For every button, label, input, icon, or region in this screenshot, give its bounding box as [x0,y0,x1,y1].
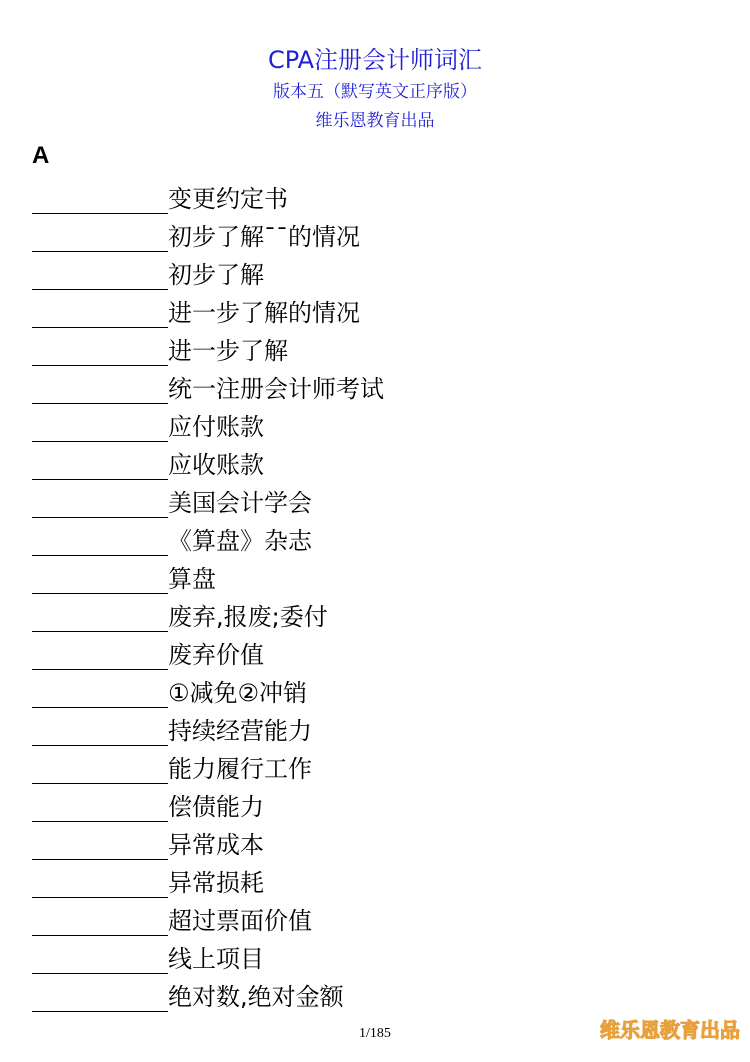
answer-blank-line [32,340,168,366]
vocab-entry [32,214,722,252]
chinese-term: 线上项目 [168,945,264,973]
answer-blank-line [32,872,168,898]
document-header [0,44,750,133]
chinese-term: 应收账款 [168,451,264,479]
vocab-entry [32,442,722,480]
vocab-entry [32,670,722,708]
answer-blank-line [32,454,168,480]
answer-blank-line [32,796,168,822]
vocab-entry [32,860,722,898]
answer-blank-line [32,226,168,252]
answer-blank-line [32,606,168,632]
answer-blank-line [32,568,168,594]
answer-blank-line [32,644,168,670]
vocab-entry [32,746,722,784]
answer-blank-line [32,758,168,784]
publisher-watermark: 维乐恩教育出品 [600,1018,740,1042]
answer-blank-line [32,834,168,860]
chinese-term: 初步了解¯¯的情况 [168,223,360,251]
vocab-entry [32,708,722,746]
answer-blank-line [32,378,168,404]
document-title: CPA注册会计师词汇 [267,46,483,74]
answer-blank-line [32,682,168,708]
publisher-line: 维乐恩教育出品 [315,111,435,131]
answer-blank-line [32,986,168,1012]
chinese-term: 废弃价值 [168,641,264,669]
vocab-entry [32,556,722,594]
chinese-term: 废弃,报废;委付 [168,603,328,631]
vocab-entry [32,784,722,822]
chinese-term: 偿债能力 [168,793,264,821]
answer-blank-line [32,188,168,214]
answer-blank-line [32,948,168,974]
section-letter-heading: A [32,142,50,169]
vocab-entry [32,822,722,860]
vocabulary-list [32,176,722,1012]
vocab-entry [32,518,722,556]
answer-blank-line [32,530,168,556]
chinese-term: 《算盘》杂志 [168,527,312,555]
chinese-term: 异常成本 [168,831,264,859]
document-subtitle: 版本五（默写英文正序版） [273,82,477,102]
chinese-term: ①减免②冲销 [168,679,308,707]
chinese-term: 美国会计学会 [168,489,312,517]
vocab-entry [32,936,722,974]
vocab-entry [32,594,722,632]
chinese-term: 超过票面价值 [168,907,312,935]
chinese-term: 初步了解 [168,261,264,289]
page-number: 1/185 [359,1026,391,1041]
chinese-term: 算盘 [168,565,216,593]
vocab-entry [32,328,722,366]
answer-blank-line [32,910,168,936]
chinese-term: 能力履行工作 [168,755,312,783]
vocab-entry [32,480,722,518]
vocab-entry [32,632,722,670]
vocab-entry [32,366,722,404]
chinese-term: 持续经营能力 [168,717,312,745]
chinese-term: 异常损耗 [168,869,264,897]
vocab-entry [32,252,722,290]
chinese-term: 统一注册会计师考试 [168,375,384,403]
vocab-entry [32,898,722,936]
chinese-term: 进一步了解的情况 [168,299,360,327]
chinese-term: 绝对数,绝对金额 [168,983,344,1011]
answer-blank-line [32,416,168,442]
chinese-term: 应付账款 [168,413,264,441]
chinese-term: 变更约定书 [168,185,288,213]
answer-blank-line [32,492,168,518]
chinese-term: 进一步了解 [168,337,288,365]
answer-blank-line [32,720,168,746]
answer-blank-line [32,302,168,328]
vocab-entry [32,974,722,1012]
vocab-entry [32,404,722,442]
vocab-entry [32,290,722,328]
answer-blank-line [32,264,168,290]
vocab-entry [32,176,722,214]
